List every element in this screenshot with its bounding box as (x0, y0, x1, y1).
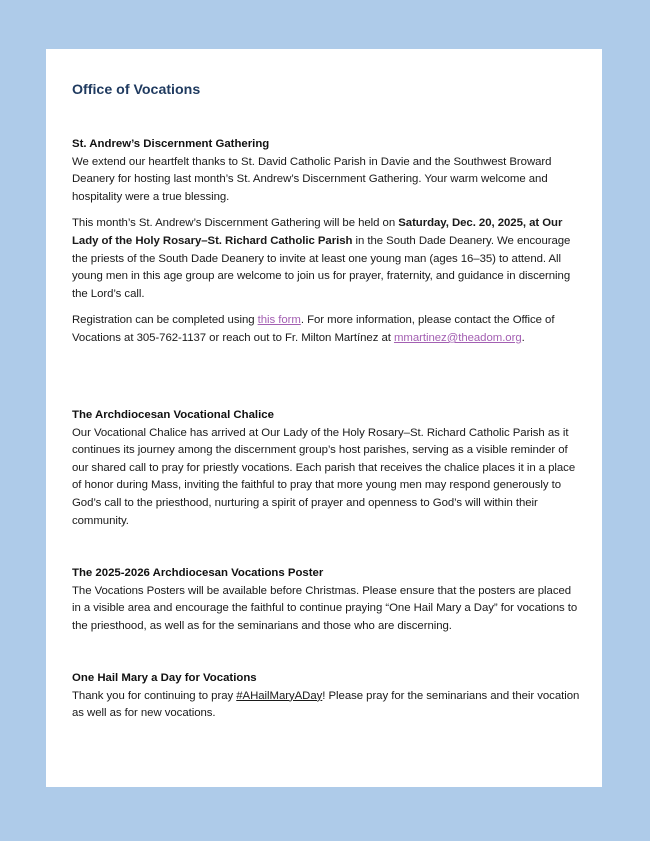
paragraph-hail-mary (72, 688, 580, 723)
section-heading: The Archdiocesan Vocational Chalice (72, 409, 274, 421)
section-heading: St. Andrew’s Discernment Gathering (72, 138, 270, 150)
section-vocational-chalice (72, 407, 580, 530)
document-page (46, 49, 602, 787)
section-discernment-gathering (72, 136, 580, 348)
section-vocations-poster (72, 565, 580, 635)
text: Thank you for continuing to pray (72, 689, 237, 702)
registration-form-link[interactable]: this form (257, 314, 301, 327)
paragraph-chalice: Our Vocational Chalice has arrived at Our Lady of the Holy Rosary–St. Richard Catholic Parish as it continues its journey among the discernment group’s host parishes, serving as a visible reminder of our shared call to pray for priestly vocations. Each parish that receives the chalice places it in a place of honor during Mass, inviting the faithful to pray that more young men may respond generously to God’s call to the priesthood, nurturing a spirit of prayer and openness to God’s will within their community. (72, 426, 576, 527)
email-link[interactable]: mmartinez@theadom.org (393, 331, 522, 344)
page-title: Office of Vocations (72, 82, 201, 98)
text: This month’s St. Andrew’s Discernment Gathering will be held on (72, 217, 399, 230)
paragraph-thanks: We extend our heartfelt thanks to St. David Catholic Parish in Davie and the Southwest Broward Deanery for hosting last month’s St. Andrew’s Discernment Gathering. Your warm welcome and hospitality were a true blessing. (72, 155, 552, 203)
section-hail-mary (72, 670, 580, 723)
section-heading: One Hail Mary a Day for Vocations (72, 672, 257, 684)
paragraph-gathering-details (72, 215, 580, 303)
text: Registration can be completed using (72, 314, 258, 327)
text: in the South Dade Deanery. We encourage the priests of the South Dade Deanery to invite at least one young man (ages 16–35) to attend. All young men in this age group are welcome to join us for prayer, fraternity, and guidance in discerning the Lord’s call. (72, 234, 571, 300)
text: ! Please pray for the seminarians and their vocation as well as for new vocations. (72, 689, 580, 720)
hashtag-link[interactable]: #AHailMaryADay (236, 689, 323, 702)
paragraph-registration (72, 312, 580, 347)
section-heading: The 2025-2026 Archdiocesan Vocations Poster (72, 567, 324, 579)
paragraph-poster: The Vocations Posters will be available before Christmas. Please ensure that the posters are placed in a visible area and encourage the faithful to continue praying “One Hail Mary a Day” for vocations to the priesthood, as well as for the seminarians and those who are discerning. (72, 584, 578, 632)
event-date-location: Saturday, Dec. 20, 2025, at Our Lady of the Holy Rosary–St. Richard Catholic Parish (72, 217, 563, 247)
text: . For more information, please contact the Office of Vocations at 305-762-1137 or reach out to Fr. Milton Martínez at (72, 314, 555, 344)
text: . (521, 331, 525, 344)
